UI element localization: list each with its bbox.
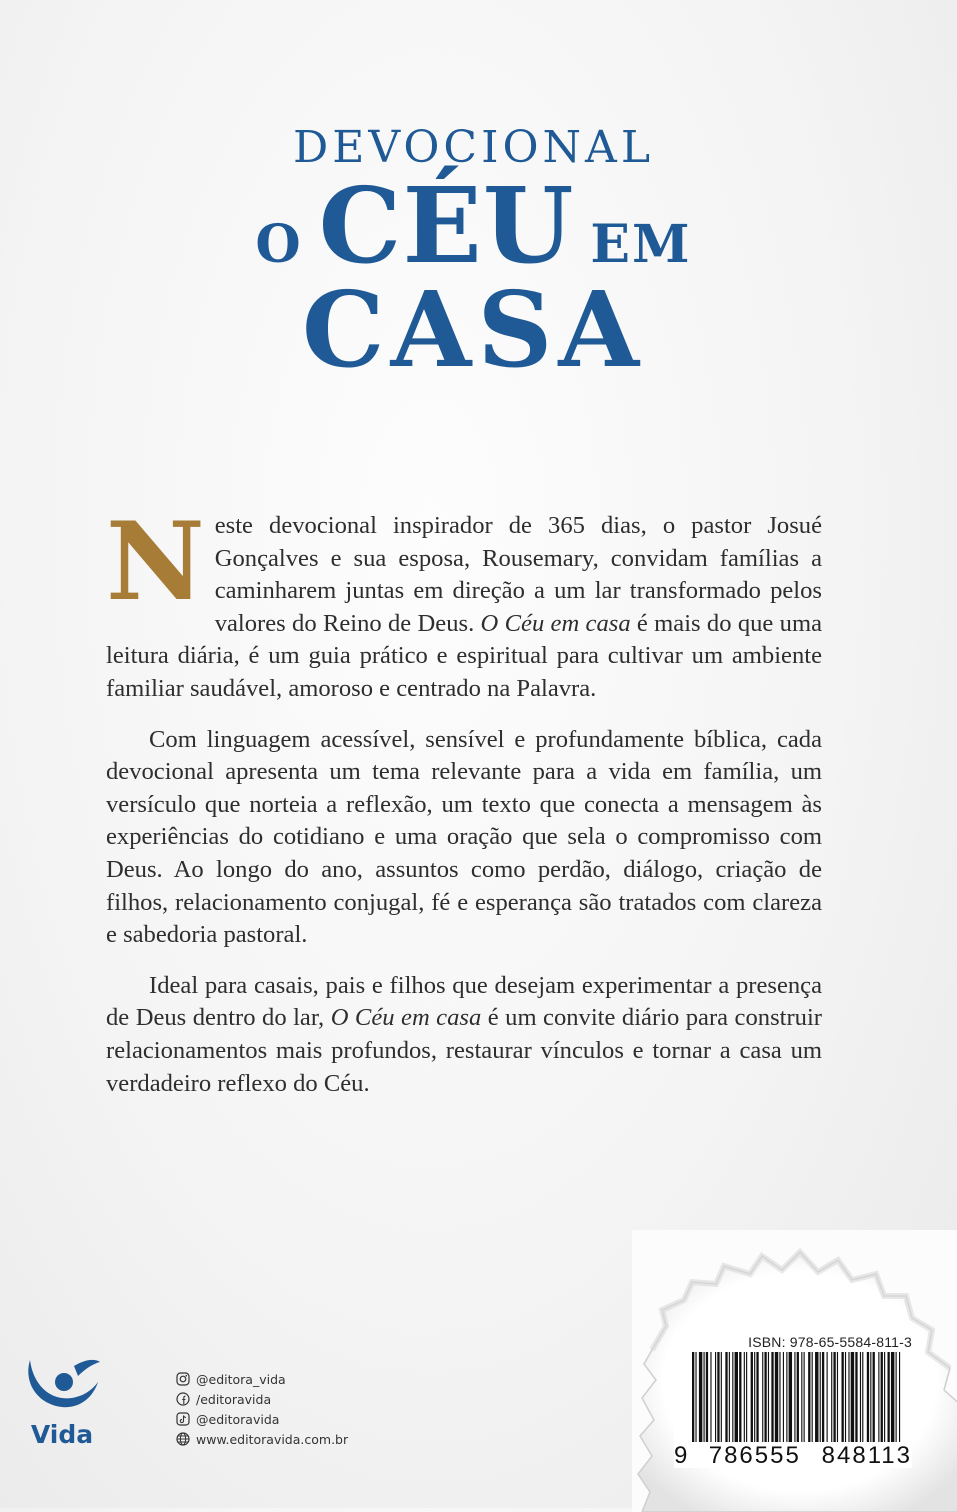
barcode-bar	[764, 1352, 766, 1442]
social-website[interactable]	[176, 1429, 348, 1449]
barcode-bar	[751, 1352, 753, 1442]
barcode-bar	[725, 1352, 727, 1442]
barcode-bar	[804, 1352, 805, 1442]
barcode-bar	[762, 1352, 763, 1442]
social-instagram-text: @editora_vida	[196, 1371, 286, 1387]
barcode-digits	[674, 1442, 912, 1470]
title-line-1	[0, 164, 957, 287]
social-links	[176, 1369, 348, 1449]
barcode-bar	[739, 1352, 741, 1442]
social-facebook[interactable]	[176, 1389, 348, 1409]
barcode-digit-lead: 9	[674, 1442, 688, 1469]
social-tiktok[interactable]	[176, 1409, 348, 1429]
synopsis-paragraph-2: Com linguagem acessível, sensível e profundamente bíblica, cada devocional apresenta um tema relevante para a vida em família, um versículo que norteia a reflexão, um texto que conecta a mensagem às experiências do cotidiano e uma oração que sela o compromisso com Deus. Ao longo do ano, assuntos como perdão, diálogo, criação de filhos, relacionamento conjugal, fé e esperança são tratados com clareza e sabedoria pastoral.	[106, 725, 822, 949]
tiktok-icon	[176, 1412, 190, 1426]
barcode-bar	[756, 1352, 758, 1442]
social-website-text: www.editoravida.com.br	[196, 1431, 349, 1447]
barcode-bar	[831, 1352, 832, 1442]
barcode-bar	[855, 1352, 857, 1442]
title-devocional: DEVOCIONAL	[292, 122, 655, 173]
barcode-bar	[842, 1352, 844, 1442]
barcode-bar	[851, 1352, 854, 1442]
barcode-bar	[695, 1352, 696, 1442]
social-instagram[interactable]	[176, 1369, 348, 1389]
title-word-casa: CASA	[301, 268, 646, 391]
barcode-bar	[771, 1352, 773, 1442]
barcode-bar	[744, 1352, 745, 1442]
barcode-bar	[692, 1352, 694, 1442]
barcode-bar	[873, 1352, 875, 1442]
barcode-bar	[870, 1352, 871, 1442]
barcode-bar	[860, 1352, 861, 1442]
barcode-bar	[899, 1352, 900, 1442]
barcode-bar	[815, 1352, 818, 1442]
barcode-bar	[833, 1352, 835, 1442]
barcode-bar	[878, 1352, 879, 1442]
title-word-o: O	[255, 214, 303, 275]
barcode-bar	[801, 1352, 802, 1442]
book-title	[0, 118, 957, 391]
drop-cap: N	[106, 499, 205, 625]
barcode-bar	[704, 1352, 705, 1442]
barcode-bar	[794, 1352, 795, 1442]
paragraph-3-text-a: Ideal para casais, pais e filhos que desejam experimentar a presença de Deus dentro do lar,	[106, 971, 822, 1032]
isbn-label: ISBN: 978-65-5584-811-3	[748, 1334, 912, 1350]
barcode-bar	[706, 1352, 708, 1442]
synopsis	[106, 499, 822, 1118]
barcode-bar	[808, 1352, 810, 1442]
barcode-bar	[775, 1352, 778, 1442]
barcode-bar	[710, 1352, 711, 1442]
paragraph-1-book-title: O Céu em casa	[480, 609, 631, 637]
barcode-bar	[867, 1352, 869, 1442]
barcode-icon	[674, 1352, 912, 1444]
synopsis-paragraph-3	[106, 970, 822, 1100]
barcode-bar	[884, 1352, 885, 1442]
barcode-bar	[812, 1352, 813, 1442]
publisher-logo	[22, 1356, 102, 1452]
barcode-bar	[845, 1352, 846, 1442]
barcode-bar	[888, 1352, 890, 1442]
title-word-em: EM	[590, 214, 692, 275]
barcode-bar	[721, 1352, 722, 1442]
barcode-bar	[786, 1352, 787, 1442]
social-tiktok-text: @editoravida	[196, 1411, 280, 1427]
paragraph-3-text-b: é um convite diário para construir relacionamentos mais profundos, restaurar vínculos e tornar a casa um verdadeiro reflexo do Céu.	[106, 1004, 822, 1097]
barcode-digit-group-2: 848113	[821, 1442, 912, 1469]
barcode-bar	[768, 1352, 769, 1442]
vida-logo-icon	[22, 1356, 102, 1422]
paragraph-1-text-b: é mais do que uma leitura diária, é um guia prático e espiritual para cultivar um ambiente familiar saudável, amoroso e centrado na Palavra.	[106, 609, 822, 702]
paragraph-3-book-title: O Céu em casa	[330, 1004, 482, 1032]
barcode-area	[674, 1330, 912, 1468]
barcode-bar	[848, 1352, 849, 1442]
barcode-bar	[699, 1352, 702, 1442]
barcode-bar	[896, 1352, 897, 1442]
barcode-bar	[779, 1352, 780, 1442]
barcode-bar	[746, 1352, 747, 1442]
barcode-bar	[862, 1352, 863, 1442]
barcode-bar	[837, 1352, 838, 1442]
barcode-bar	[822, 1352, 824, 1442]
facebook-icon	[176, 1392, 190, 1406]
globe-icon	[176, 1432, 190, 1446]
title-word-ceu: CÉU	[318, 164, 575, 287]
social-facebook-text: /editoravida	[196, 1391, 272, 1407]
barcode-bar	[783, 1352, 784, 1442]
barcode-bar	[891, 1352, 894, 1442]
barcode-bar	[881, 1352, 883, 1442]
barcode-bar	[735, 1352, 738, 1442]
barcode-digit-group-1: 786555	[708, 1442, 801, 1469]
barcode-bar	[797, 1352, 799, 1442]
publisher-name: Vida	[30, 1420, 94, 1449]
barcode-bar	[717, 1352, 719, 1442]
barcode-bar	[827, 1352, 828, 1442]
synopsis-paragraph-1	[106, 499, 822, 706]
instagram-icon	[176, 1372, 190, 1386]
barcode-bar	[820, 1352, 821, 1442]
barcode-bar	[729, 1352, 730, 1442]
barcode-bar	[732, 1352, 733, 1442]
barcode-bar	[754, 1352, 755, 1442]
barcode-bar	[715, 1352, 716, 1442]
paragraph-1-text-a: este devocional inspirador de 365 dias, o pastor Josué Gonçalves e sua esposa, Rousemary, convidam famílias a caminharem juntas em direção a um lar transformado pelos valores do Reino de Deus.	[214, 512, 822, 637]
barcode-bar	[789, 1352, 792, 1442]
